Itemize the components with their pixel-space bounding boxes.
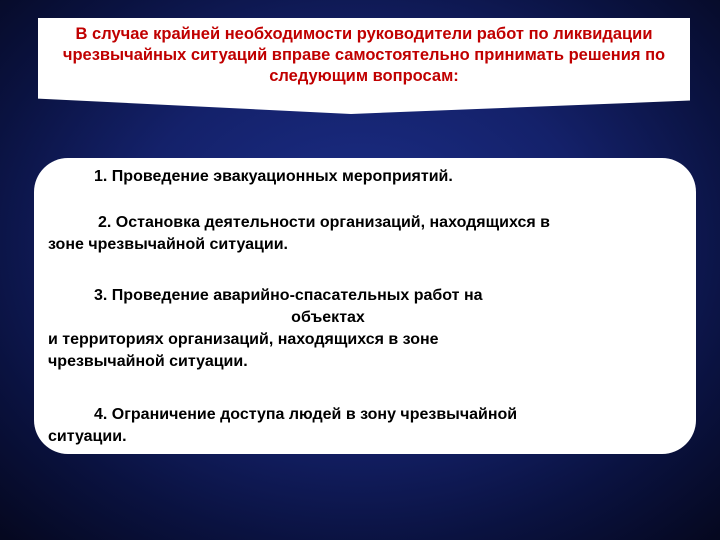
list-item-3-line2: объектах xyxy=(291,309,365,326)
list-item-3-line4: чрезвычайной ситуации. xyxy=(48,353,248,370)
list-item-3-line1: 3. Проведение аварийно-спасательных работ на xyxy=(94,287,483,304)
list-item-2-line1: 2. Остановка деятельности организаций, находящихся в xyxy=(98,214,550,231)
list-item-3-line3: и территориях организаций, находящихся в зоне xyxy=(48,331,439,348)
header-text: В случае крайней необходимости руководители работ по ликвидации чрезвычайных ситуаций вправе самостоятельно принимать решения по следующим вопросам: xyxy=(62,25,666,85)
list-item-4 xyxy=(48,404,688,448)
list-item-4-line2: ситуации. xyxy=(48,428,127,445)
list-item-1 xyxy=(94,166,453,188)
list-item-3 xyxy=(48,285,608,373)
list-item-2-line2: зоне чрезвычайной ситуации. xyxy=(48,236,288,253)
list-item-4-line1: 4. Ограничение доступа людей в зону чрезвычайной xyxy=(94,406,518,423)
list-item-1-text: 1. Проведение эвакуационных мероприятий. xyxy=(94,168,453,185)
list-item-2 xyxy=(48,212,688,256)
